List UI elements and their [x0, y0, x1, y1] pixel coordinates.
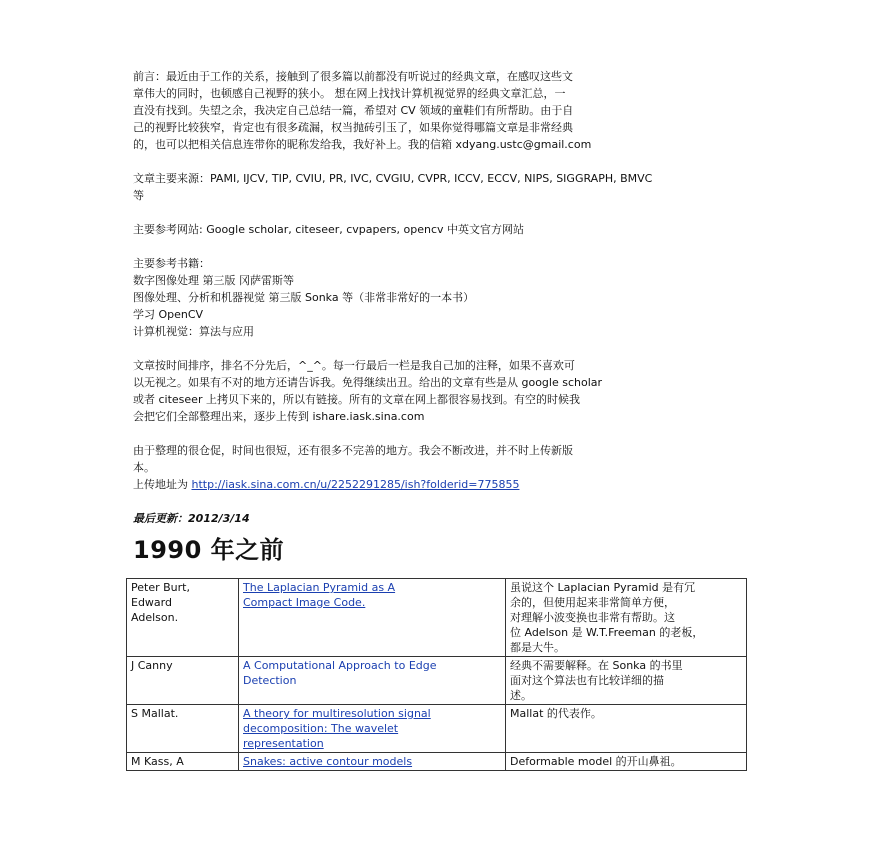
author-line: S Mallat.: [131, 707, 179, 720]
paper-link[interactable]: representation: [243, 737, 324, 750]
preface-line: 的，也可以把相关信息连带你的昵称发给我，我好补上。我的信箱 xdyang.ustc@gmail.com: [133, 138, 592, 151]
title-cell: [239, 657, 506, 705]
table-row: [127, 579, 747, 657]
author-line: J Canny: [131, 659, 173, 672]
author-cell: [127, 657, 239, 705]
paper-link[interactable]: decomposition: The wavelet: [243, 722, 399, 735]
status-paragraph: [133, 442, 743, 493]
ordering-paragraph: [133, 357, 743, 425]
upload-link[interactable]: http://iask.sina.com.cn/u/2252291285/ish?folderid=775855: [191, 478, 520, 491]
note-line: 位 Adelson 是 W.T.Freeman 的老板，: [510, 626, 704, 639]
note-cell: [506, 579, 747, 657]
paper-link[interactable]: Snakes: active contour models: [243, 755, 413, 768]
book-item: 学习 OpenCV: [133, 308, 204, 321]
note-line: 经典不需要解释。在 Sonka 的书里: [510, 659, 683, 672]
ordering-line: 文章按时间排序，排名不分先后，^_^。每一行最后一栏是我自己加的注释，如果不喜欢可: [133, 359, 575, 372]
paper-title-line[interactable]: A Computational Approach to Edge: [243, 659, 437, 672]
status-line: 由于整理的很仓促，时间也很短，还有很多不完善的地方。我会不断改进，并不时上传新版: [133, 444, 573, 457]
book-item: 计算机视觉：算法与应用: [133, 325, 254, 338]
note-line: 面对这个算法也有比较详细的描: [510, 674, 664, 687]
websites-paragraph: [133, 221, 743, 238]
ordering-line: 或者 citeseer 上拷贝下来的，所以有链接。所有的文章在网上都很容易找到。有空的时候我: [133, 393, 580, 406]
upload-line: [133, 476, 743, 493]
table-row: [127, 657, 747, 705]
author-line: Peter Burt,: [131, 581, 190, 594]
author-line: Adelson.: [131, 611, 179, 624]
preface-line: 己的视野比较狭窄，肯定也有很多疏漏，权当抛砖引玉了，如果你觉得哪篇文章是非常经典: [133, 121, 573, 134]
papers-table: [126, 578, 747, 771]
note-line: Deformable model 的开山鼻祖。: [510, 755, 682, 768]
note-line: 对理解小波变换也非常有帮助。这: [510, 611, 675, 624]
last-update: 最后更新：2012/3/14: [133, 512, 250, 525]
preface-paragraph: [133, 68, 743, 153]
author-cell: [127, 705, 239, 753]
author-line: Edward: [131, 596, 172, 609]
author-cell: [127, 579, 239, 657]
table-row: [127, 705, 747, 753]
note-cell: [506, 657, 747, 705]
title-cell: [239, 579, 506, 657]
note-cell: [506, 705, 747, 753]
upload-prefix: 上传地址为: [133, 478, 192, 491]
note-cell: [506, 753, 747, 771]
note-line: 述。: [510, 689, 532, 702]
sources-paragraph: [133, 170, 743, 204]
book-item: 数字图像处理 第三版 冈萨雷斯等: [133, 274, 294, 287]
preface-line: 章伟大的同时，也顿感自己视野的狭小。 想在网上找找计算机视觉界的经典文章汇总，一: [133, 87, 566, 100]
note-line: Mallat 的代表作。: [510, 707, 602, 720]
sources-line: 文章主要来源：PAMI, IJCV, TIP, CVIU, PR, IVC, CVGIU, CVPR, ICCV, ECCV, NIPS, SIGGRAPH, BMVC: [133, 172, 653, 185]
ordering-line: 以无视之。如果有不对的地方还请告诉我。免得继续出丑。给出的文章有些是从 google scholar: [133, 376, 603, 389]
paper-title-line[interactable]: Detection: [243, 674, 297, 687]
books-paragraph: [133, 255, 743, 340]
title-cell: [239, 705, 506, 753]
status-line: 本。: [133, 461, 155, 474]
preface-line: 直没有找到。失望之余，我决定自己总结一篇，希望对 CV 领域的童鞋们有所帮助。由于自: [133, 104, 574, 117]
book-item: 图像处理、分析和机器视觉 第三版 Sonka 等（非常非常好的一本书）: [133, 291, 475, 304]
books-heading: 主要参考书籍：: [133, 257, 210, 270]
paper-link[interactable]: A theory for multiresolution signal: [243, 707, 431, 720]
section-heading: 1990 年之前: [133, 536, 285, 564]
ordering-line: 会把它们全部整理出来，逐步上传到 ishare.iask.sina.com: [133, 410, 425, 423]
title-cell: [239, 753, 506, 771]
note-line: 虽说这个 Laplacian Pyramid 是有冗: [510, 581, 696, 594]
preface-line: 前言：最近由于工作的关系，接触到了很多篇以前都没有听说过的经典文章，在感叹这些文: [133, 70, 573, 83]
note-line: 都是大牛。: [510, 641, 565, 654]
author-cell: [127, 753, 239, 771]
document-body: [133, 68, 743, 527]
table-row: [127, 753, 747, 771]
paper-link[interactable]: Compact Image Code.: [243, 596, 366, 609]
websites-line: 主要参考网站: Google scholar, citeseer, cvpapers, opencv 中英文官方网站: [133, 223, 525, 236]
note-line: 余的，但使用起来非常简单方便，: [510, 596, 675, 609]
author-line: M Kass, A: [131, 755, 184, 768]
sources-line: 等: [133, 189, 144, 202]
paper-link[interactable]: The Laplacian Pyramid as A: [243, 581, 396, 594]
